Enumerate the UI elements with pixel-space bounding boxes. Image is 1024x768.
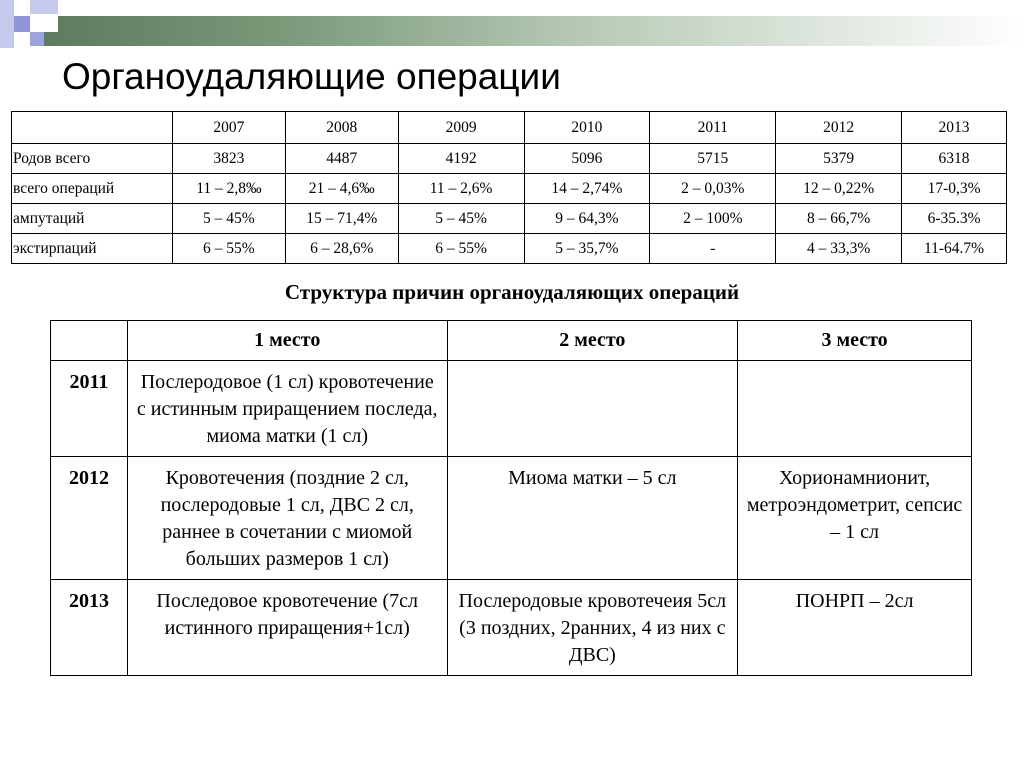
table-cell: 6-35.3% [902, 204, 1007, 234]
structure-title: Структура причин органоудаляющих операций [284, 280, 740, 304]
row-year: 2011 [51, 361, 128, 457]
table-cell: 11 – 2,6% [398, 174, 524, 204]
structure-corner-cell [51, 321, 128, 361]
row-label: всего операций [12, 174, 173, 204]
causes-structure-table [50, 320, 972, 676]
table-cell: 3823 [172, 144, 285, 174]
table-cell: 5096 [524, 144, 650, 174]
table-row [51, 580, 972, 676]
table-cell: ПОНРП – 2сл [738, 580, 972, 676]
table-cell: Последовое кровотечение (7сл истинного приращения+1сл) [127, 580, 447, 676]
table-cell: 14 – 2,74% [524, 174, 650, 204]
table-cell: Послеродовое (1 сл) кровотечение с истинным приращением последа, миома матки (1 сл) [127, 361, 447, 457]
row-label: экстирпаций [12, 234, 173, 264]
row-label: ампутаций [12, 204, 173, 234]
table-cell [738, 361, 972, 457]
table-cell: Миома матки – 5 сл [447, 457, 738, 580]
year-header: 2008 [285, 112, 398, 144]
table-row [51, 457, 972, 580]
year-header: 2011 [650, 112, 776, 144]
table-cell: 8 – 66,7% [776, 204, 902, 234]
year-header: 2013 [902, 112, 1007, 144]
table-cell: Хорионамнионит, метроэндометрит, сепсис – 1 сл [738, 457, 972, 580]
row-label: Родов всего [12, 144, 173, 174]
table-row [12, 204, 1007, 234]
operations-stats-table [11, 111, 1007, 264]
slide-title: Органоудаляющие операции [62, 56, 561, 97]
table-cell: 4192 [398, 144, 524, 174]
table-cell: 5379 [776, 144, 902, 174]
table-cell: 15 – 71,4% [285, 204, 398, 234]
table-cell: - [650, 234, 776, 264]
year-header: 2012 [776, 112, 902, 144]
table-cell: 5715 [650, 144, 776, 174]
table-cell: 2 – 0,03% [650, 174, 776, 204]
table-cell: 2 – 100% [650, 204, 776, 234]
table-cell: Послеродовые кровотечеия 5сл (3 поздних, 2ранних, 4 из них с ДВС) [447, 580, 738, 676]
place-header: 1 место [127, 321, 447, 361]
table-cell: 11-64.7% [902, 234, 1007, 264]
table-row [12, 144, 1007, 174]
table-cell: 5 – 45% [398, 204, 524, 234]
table-row [12, 234, 1007, 264]
stats-corner-cell [12, 112, 173, 144]
table-cell: 6 – 28,6% [285, 234, 398, 264]
row-year: 2012 [51, 457, 128, 580]
table-cell: 6 – 55% [398, 234, 524, 264]
table-cell: 5 – 45% [172, 204, 285, 234]
table-cell: Кровотечения (поздние 2 сл, послеродовые 1 сл, ДВС 2 сл, раннее в сочетании с миомой больших размеров 1 сл) [127, 457, 447, 580]
table-cell [447, 361, 738, 457]
table-cell: 17-0,3% [902, 174, 1007, 204]
table-cell: 11 – 2,8‰ [172, 174, 285, 204]
header-banner [40, 16, 1024, 46]
table-cell: 5 – 35,7% [524, 234, 650, 264]
place-header: 2 место [447, 321, 738, 361]
row-year: 2013 [51, 580, 128, 676]
place-header: 3 место [738, 321, 972, 361]
table-cell: 21 – 4,6‰ [285, 174, 398, 204]
table-cell: 4 – 33,3% [776, 234, 902, 264]
table-row [12, 174, 1007, 204]
table-row [51, 361, 972, 457]
structure-header-row [51, 321, 972, 361]
stats-header-row [12, 112, 1007, 144]
table-cell: 6 – 55% [172, 234, 285, 264]
year-header: 2010 [524, 112, 650, 144]
table-cell: 6318 [902, 144, 1007, 174]
year-header: 2007 [172, 112, 285, 144]
year-header: 2009 [398, 112, 524, 144]
table-cell: 12 – 0,22% [776, 174, 902, 204]
table-cell: 4487 [285, 144, 398, 174]
table-cell: 9 – 64,3% [524, 204, 650, 234]
